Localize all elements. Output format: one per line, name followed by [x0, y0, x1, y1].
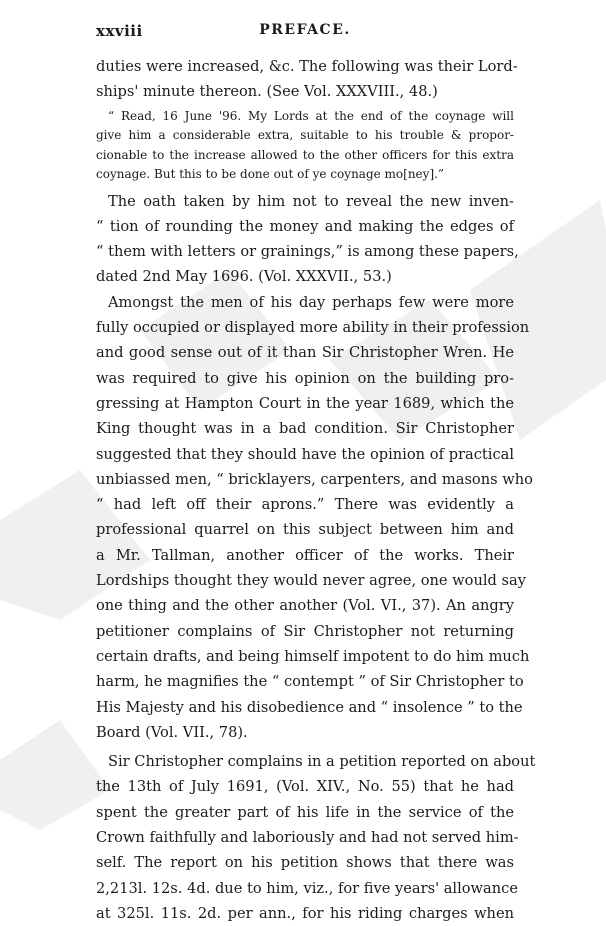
text-line: “ had left off their aprons.” There was evidently a: [96, 496, 514, 514]
text-line: professional quarrel on this subject between him and: [96, 521, 514, 539]
text-line: Crown faithfully and laboriously and had not served him-: [96, 829, 519, 847]
text-line: spent the greater part of his life in the service of the: [96, 803, 514, 821]
text-line: duties were increased, &c. The following was their Lord-: [96, 58, 518, 75]
text-line: harm, he magnifies the “ contempt ” of Sir Christopher to: [96, 673, 524, 691]
paragraph-2: [96, 189, 519, 290]
text-line: unbiassed men, “ bricklayers, carpenters, and masons who: [96, 470, 533, 488]
text-line: was required to give his opinion on the building pro-: [96, 369, 514, 387]
text-line: fully occupied or displayed more ability in their profession: [96, 319, 530, 337]
text-line: dated 2nd May 1696. (Vol. XXXVII., 53.): [96, 268, 392, 286]
text-line: “ tion of rounding the money and making the edges of: [96, 217, 514, 235]
paragraph-3: [96, 290, 533, 745]
text-line: suggested that they should have the opinion of practical: [96, 445, 514, 463]
text-line: and good sense out of it than Sir Christopher Wren. He: [96, 344, 514, 362]
quote-line: cionable to the increase allowed to the other officers for this extra: [96, 147, 514, 162]
quote-line: coynage. But this to be done out of ye coynage mo[ney].”: [96, 167, 445, 182]
page-header: [96, 22, 514, 44]
quote-line: give him a considerable extra, suitable to his trouble & propor-: [96, 128, 514, 143]
text-line: His Majesty and his disobedience and “ insolence ” to the: [96, 698, 523, 716]
text-line: The oath taken by him not to reveal the new inven-: [108, 192, 514, 210]
text-line: self. The report on his petition shows that there was: [96, 854, 514, 872]
page-number: xxviii: [96, 22, 143, 40]
text-line: gressing at Hampton Court in the year 1689, which the: [96, 394, 514, 412]
text-line: petitioner complains of Sir Christopher not returning: [96, 622, 514, 640]
paragraph-1: [96, 54, 518, 105]
text-line: at 325l. 11s. 2d. per ann., for his riding charges when: [96, 904, 514, 922]
text-line: Amongst the men of his day perhaps few were more: [108, 293, 514, 311]
text-line: one thing and the other another (Vol. VI., 37). An angry: [96, 597, 514, 615]
text-line: 2,213l. 12s. 4d. due to him, viz., for five years' allowance: [96, 879, 518, 897]
text-line: the 13th of July 1691, (Vol. XIV., No. 55) that he had: [96, 778, 514, 796]
quote-line: “ Read, 16 June '96. My Lords at the end of the coynage will: [108, 108, 514, 123]
text-line: ships' minute thereon. (See Vol. XXXVIII., 48.): [96, 83, 438, 101]
running-title: PREFACE.: [259, 22, 351, 38]
text-line: Lordships thought they would never agree, one would say: [96, 572, 526, 590]
page-body: [96, 54, 536, 926]
paragraph-4: [96, 749, 536, 926]
text-line: Board (Vol. VII., 78).: [96, 723, 248, 741]
text-line: Sir Christopher complains in a petition reported on about: [108, 753, 536, 771]
text-line: a Mr. Tallman, another officer of the works. Their: [96, 546, 514, 564]
text-line: King thought was in a bad condition. Sir Christopher: [96, 420, 514, 438]
text-line: certain drafts, and being himself impotent to do him much: [96, 647, 530, 665]
text-line: “ them with letters or grainings,” is among these papers,: [96, 243, 519, 261]
block-quote: [96, 107, 514, 185]
